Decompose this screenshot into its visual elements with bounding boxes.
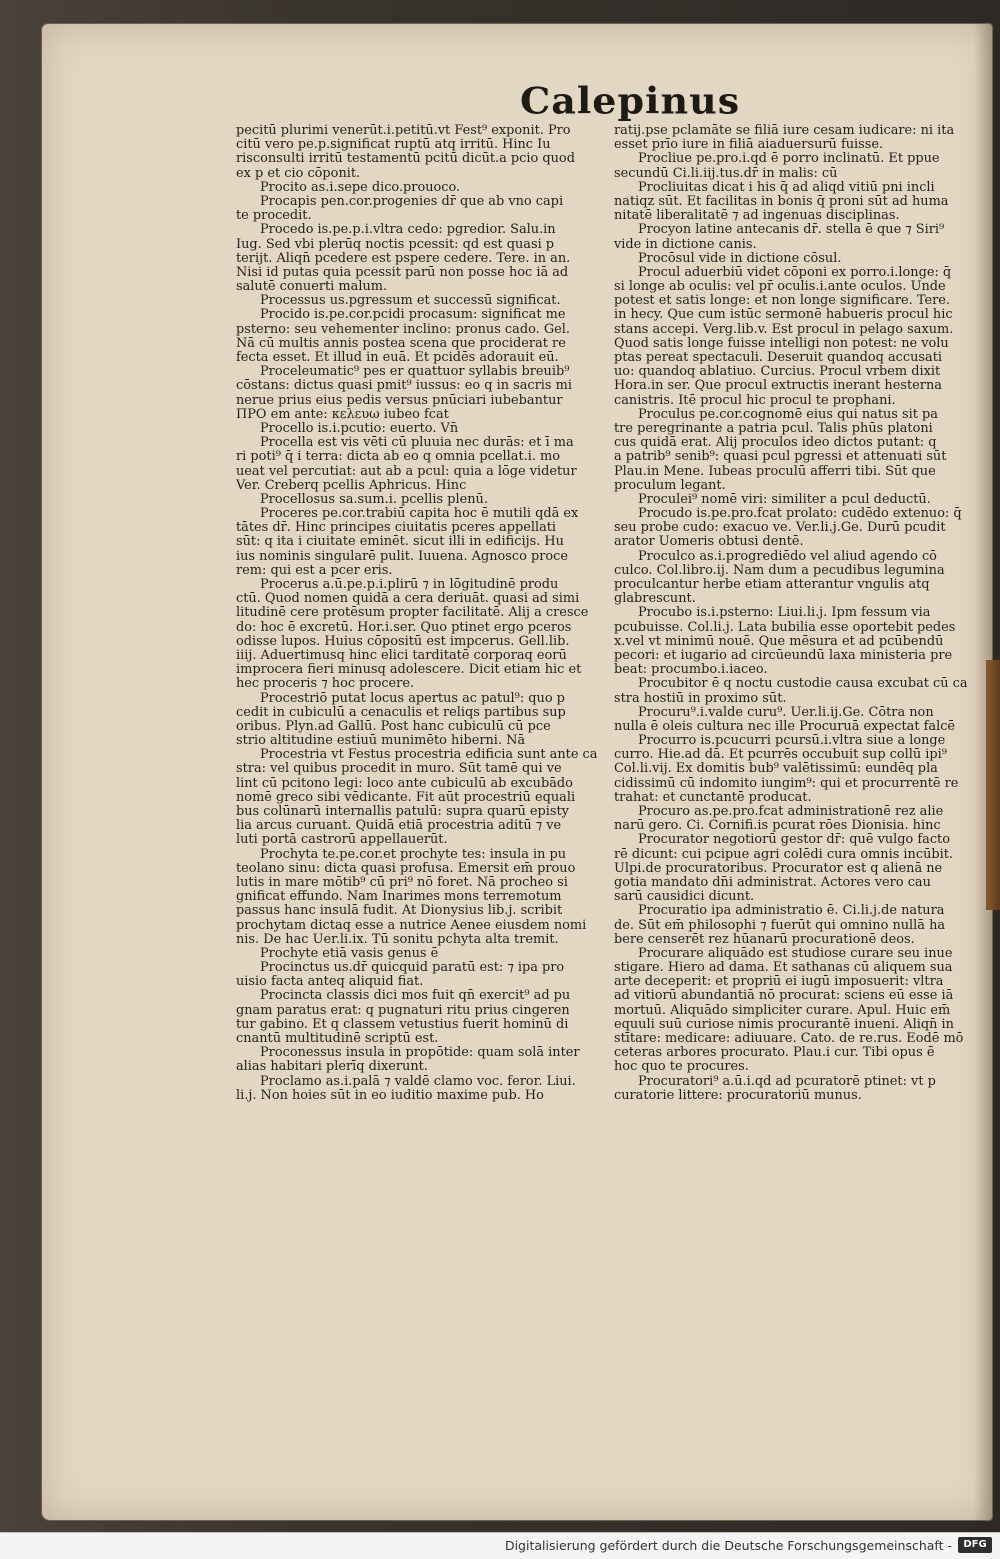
text-line: ratij.pse pclamāte se filiā iure cesam iudicare: ni ita <box>614 124 955 138</box>
text-line: Ulpi.de procuratoribus. Procurator est q alienā ne <box>614 861 943 876</box>
text-line: litudinē cere protēsum propter facilitatē. Alij a cresce <box>236 606 589 621</box>
text-line: Plau.in Mene. Iubeas proculū afferri tibi. Sūt que <box>614 464 936 479</box>
text-line: arator Uomeris obtusi dentē. <box>614 535 804 550</box>
text-line: Procuro as.pe.pro.fcat administrationē rez alie <box>638 805 944 819</box>
text-line: culco. Col.libro.ij. Nam dum a pecudibus legumina <box>614 563 945 578</box>
text-line: ctū. Quod nomen quidā a cera deriuāt. quasi ad simi <box>236 592 580 607</box>
text-line: Procedo is.pe.p.i.vltra cedo: pgredior. Salu.in <box>260 223 556 238</box>
text-line: Procuratio ipa administratio ē. Ci.li.j.de natura <box>638 904 945 919</box>
text-line: Procerus a.ū.pe.p.i.plirū ⁊ in lōgitudinē produ <box>260 578 559 592</box>
text-line: cidissimū cū indomito iungim⁹: qui et procurrentē re <box>614 776 959 791</box>
running-head: Calepinus <box>520 79 741 122</box>
text-line: tātes dr̄. Hinc principes ciuitatis pceres appellati <box>236 521 557 536</box>
text-line: gnam paratus erat: q pugnaturi ritu prius cingeren <box>236 1003 570 1018</box>
text-line: curatorie littere: procuratoriū munus. <box>614 1088 862 1103</box>
text-line: te procedit. <box>236 209 312 224</box>
text-line: Iug. Sed vbi plerūq noctis pcessit: qd̄ est quasi p <box>236 237 555 252</box>
text-line: ceteras arbores procurato. Plau.i cur. Tibi opus ē <box>614 1046 935 1061</box>
text-line: Procubitor ē q noctu custodie causa excubat cū ca <box>638 677 968 692</box>
text-line: ΠΡΟ em ante: κελευω iubeo fcat <box>236 407 449 422</box>
text-line: tre peregrinante a patria pcul. Talis phūs platoni <box>614 421 933 436</box>
text-line: gnificat effundo. Nam Inarimes mons terremotum <box>236 890 562 905</box>
text-line: Procido is.pe.cor.pcidi procasum: significat me <box>260 308 566 323</box>
text-line: do: hoc ē excretū. Hor.i.ser. Quo ptinet ergo pceros <box>236 620 572 635</box>
text-line: trahat: et cunctantē producat. <box>614 790 812 805</box>
text-line: lia arcus curuant. Quidā etiā procestria aditū ⁊ ve <box>236 819 562 834</box>
text-line: Proconessus insula in propōtide: quam solā inter <box>260 1046 580 1061</box>
left-text-column <box>236 124 598 1103</box>
text-line: beat: procumbo.i.iaceo. <box>614 663 768 678</box>
text-line: a patrib⁹ senib⁹: quasi pcul pgressi et attenuati sūt <box>614 450 947 465</box>
text-line: Proculco as.i.progrediēdo vel aliud agendo cō <box>638 549 937 564</box>
text-line: vide in dictione canis. <box>614 237 757 252</box>
text-line: natiqz sūt. Et facilitas in bonis q̄ proni sūt ad huma <box>614 194 949 209</box>
text-line: pecori: et iugario ad circūeundū laxa ministeria pre <box>614 648 953 663</box>
text-line: mortuū. Aliquādo simpliciter curare. Apul. Huic em̄ <box>614 1003 951 1018</box>
text-line: prochytam dictaq esse a nutrice Aenee eiusdem nomi <box>236 918 587 933</box>
text-line: Procul aduerbiū videt cōponi ex porro.i.longe: q̄ <box>638 265 952 280</box>
text-line: Procuratori⁹ a.ū.i.qd̄ ad pcuratorē ptinet: vt p <box>638 1074 936 1089</box>
text-line: Procliuitas dicat i his q̄ ad aliqd̄ vitiū pni incli <box>638 180 935 195</box>
text-line: alias habitari plerīq dixerunt. <box>236 1060 428 1075</box>
text-line: gotia mandato dn̄i administrat. Actores vero cau <box>614 875 931 890</box>
text-line: si longe ab oculis: vel pr̄ oculis.i.ante oculos. Unde <box>614 280 946 295</box>
text-line: Procestria vt Festus procestria edificia sunt ante ca <box>260 748 598 763</box>
text-line: lutis in mare mōtib⁹ cū pri⁹ nō foret. Nā procheo si <box>236 875 568 890</box>
text-line: iiij. Aduertimusq hinc elici tarditatē corporaq eorū <box>236 648 567 663</box>
text-line: seu probe cudo: exacuo ve. Ver.li.j.Ge. Durū pcudit <box>614 521 946 536</box>
text-line: Procincta classis dici mos fuit qn̄ exercit⁹ ad pu <box>260 989 571 1004</box>
text-line: Prochyta te.pe.cor.et prochyte tes: insula in pu <box>260 847 567 862</box>
text-line: bere censerēt rez hūanarū procurationē deos. <box>614 932 915 947</box>
text-line: improcera fieri minusq adolescere. Dicit etiam hic et <box>236 663 582 678</box>
text-line: stītare: medicare: adiuuare. Cato. de re.rus. Eodē mō <box>614 1032 964 1046</box>
text-line: lint cū pcitono legi: loco ante cubiculū ab excubādo <box>236 776 573 791</box>
text-line: risconsulti irritū testamentū pcitū dicūt.a pcio quod <box>236 152 575 167</box>
text-line: Proclamo as.i.palā ⁊ valdē clamo voc. feror. Liui. <box>260 1074 576 1089</box>
text-line: cōstans: dictus quasi pmit⁹ iussus: eo q in sacris mi <box>236 379 572 394</box>
text-line: bus colūnarū internallis patulū: supra quarū episty <box>236 805 569 819</box>
text-line: Procito as.i.sepe dico.prouoco. <box>260 180 461 195</box>
text-line: Proceleumatic⁹ pes er quattuor syllabis breuib⁹ <box>260 365 570 380</box>
text-line: nerue prius eius pedis versus pnūciari iubebantur <box>236 393 563 408</box>
text-line: ex p et cio cōponit. <box>236 166 361 181</box>
text-line: rem: qui est a pcer eris. <box>236 563 393 578</box>
text-line: pcubuisse. Col.li.j. Lata bubilia esse oportebit pedes <box>614 620 956 635</box>
text-line: Quod satis longe fuisse intelligi non potest: ne volu <box>614 336 949 351</box>
text-line: nulla ē oleis cultura nec ille Procuruā expectat falcē <box>614 719 956 734</box>
text-line: arte deceperit: et propriū ei iugū imposuerit: vltra <box>614 975 944 990</box>
text-line: sarū causidici dicunt. <box>614 890 755 905</box>
text-line: sūt: q ita i ciuitate eminēt. sicut illi in edificijs. Hu <box>236 535 564 550</box>
right-text-column <box>614 124 986 1103</box>
page-edge <box>986 660 1000 910</box>
text-line: Procuru⁹.i.valde curu⁹. Uer.li.ij.Ge. Cōtra non <box>638 705 934 720</box>
text-line: tur gabino. Et q classem vetustius fuerit hominū di <box>236 1017 569 1032</box>
text-line: Procapis pen.cor.progenies dr̄ que ab vno capi <box>260 194 564 209</box>
text-line: de. Sūt em̄ philosophi ⁊ fuerūt qui omnino nullā ha <box>614 918 946 933</box>
text-line: citū vero pe.p.significat ruptū atq irritū. Hinc Iu <box>236 138 551 153</box>
text-line: proculum legant. <box>614 478 726 493</box>
text-line: hoc quo te procures. <box>614 1060 749 1075</box>
text-line: hec proceris ⁊ hoc procere. <box>236 677 415 692</box>
text-line: odisse lupos. Huius cōpositū est impcerus. Gell.lib. <box>236 634 570 649</box>
text-line: strio altitudine estiuū munimēto hiberni. Nā <box>236 734 526 749</box>
text-line: passus hanc insulā fudit. At Dionysius lib.j. scribit <box>236 904 563 919</box>
text-line: Procliue pe.pro.i.qd̄ ē porro inclinatū. Et ppue <box>638 152 940 167</box>
text-line: Hora.in ser. Que procul extructis inerant hesterna <box>614 379 942 394</box>
text-line: Proculei⁹ nomē viri: similiter a pcul deductū. <box>638 492 931 507</box>
text-line: Processus us.pgressum et successū significat. <box>260 294 561 309</box>
text-line: luti portā castrorū appellauerūt. <box>236 833 448 848</box>
text-line: Procurare aliquādo est studiose curare seu inue <box>638 946 953 961</box>
text-line: Procello is.i.pcutio: euerto. Vn̄ <box>260 421 459 436</box>
text-line: Procubo is.i.psterno: Liui.li.j. Ipm fessum via <box>638 606 931 621</box>
text-line: ptas pereat spectaculi. Deseruit quandoq accusati <box>614 351 943 365</box>
text-line: esset prīo iure in filiā aiaduersurū fuisse. <box>614 138 884 153</box>
text-line: Procyon latine antecanis dr̄. stella ē que ⁊ Siri⁹ <box>638 223 945 238</box>
text-line: fecta esset. Et illud in euā. Et pcidēs adorauit eū. <box>236 351 559 365</box>
text-line: nitatē liberalitatē ⁊ ad ingenuas disciplinas. <box>614 209 900 224</box>
text-line: Procestriō putat locus apertus ac patul⁹: quo p <box>260 691 565 706</box>
text-line: ius nominis singularē pulit. Iuuena. Agnosco proce <box>236 549 568 564</box>
text-line: li.j. Non hoies sūt in eo iuditio maxime pub. Ho <box>236 1088 544 1103</box>
text-line: Procudo is.pe.pro.fcat prolato: cudēdo extenuo: q̄ <box>638 507 962 522</box>
text-line: x.vel vt minimū nouē. Que mēsura et ad pcūbendū <box>614 634 944 649</box>
text-line: equuli suū curiose nimis procurantē inueni. Aliqn̄ in <box>614 1017 954 1032</box>
text-line: cnantū multitudinē scriptū est. <box>236 1032 439 1046</box>
text-line: canistris. Itē procul hic procul te prophani. <box>614 393 896 408</box>
text-line: Procurro is.pcucurri pcursū.i.vltra siue a longe <box>638 734 946 749</box>
text-line: nomē greco sibi vēdicante. Fit aūt procestriū equali <box>236 790 576 805</box>
text-line: psterno: seu vehementer inclino: pronus cado. Gel. <box>236 322 570 337</box>
text-line: Nisi id putas quia pcessit parū non posse hoc iā ad <box>236 265 569 280</box>
text-line: teolano sinu: dicta quasi profusa. Emersit em̄ prouo <box>236 861 576 876</box>
text-line: Procurator negotiorū gestor dr̄: quē vulgo facto <box>638 833 950 848</box>
footer-bar <box>0 1532 1000 1559</box>
text-line: Procinctus us.dr̄ quicquid paratū est: ⁊ ipa pro <box>260 961 565 976</box>
text-line: ri poti⁹ q̄ i terra: dicta ab eo q omnia pcellat.i. mo <box>236 450 561 465</box>
text-line: salutē conuerti malum. <box>236 280 388 295</box>
text-line: Prochyte etiā vasis genus ē <box>260 946 439 961</box>
text-line: stans accepi. Verg.lib.v. Est procul in pelago saxum. <box>614 322 954 337</box>
text-line: ad vitiorū abundantiā nō procurat: sciens eū esse iā <box>614 989 954 1004</box>
text-line: curro. Hie.ad dā. Et pcurrēs occubuit sup collū ipi⁹ <box>614 748 947 763</box>
text-line: potest et satis longe: et non longe significare. Tere. <box>614 294 950 309</box>
text-line: Procellosus sa.sum.i. pcellis plenū. <box>260 492 488 507</box>
text-line: narū gero. Ci. Cornifi.is pcurat rōes Dionisia. hinc <box>614 819 941 834</box>
text-line: Col.li.vij. Ex domitis bub⁹ valētissimū: eundēq pla <box>614 762 938 777</box>
text-line: Proculus pe.cor.cognomē eius qui natus sit pa <box>638 407 938 422</box>
text-line: glabrescunt. <box>614 592 696 607</box>
text-line: proculcantur herbe etiam atterantur vngulis atq <box>614 578 930 592</box>
text-line: stigare. Hiero ad dama. Et sathanas cū aliquem sua <box>614 961 953 976</box>
text-line: secundū Ci.li.iij.tus.dr̄ in malis: cū <box>614 166 838 181</box>
text-line: uo: quandoq ablatiuo. Curcius. Procul vrbem dixit <box>614 365 941 380</box>
text-line: oribus. Plyn.ad Gallū. Post hanc cubiculū cū pce <box>236 719 551 734</box>
text-line: stra: vel quibus procedit in muro. Sūt tamē qui ve <box>236 762 562 777</box>
text-line: rē dicunt: cui pcipue agri colēdi cura omnis incūbit. <box>614 847 954 862</box>
text-line: nis. De hac Uer.li.ix. Tū sonitu pchyta alta tremit. <box>236 932 559 947</box>
text-line: cedit in cubiculū a cenaculis et reliqs partibus sup <box>236 705 566 720</box>
dfg-logo: DFG <box>958 1537 992 1553</box>
text-line: stra hostiū in proximo sūt. <box>614 691 787 706</box>
text-line: Proceres pe.cor.trabiū capita hoc ē mutili qdā ex <box>260 507 579 522</box>
text-line: Procella est vis vēti cū pluuia nec durās: et ī ma <box>260 436 574 451</box>
text-line: terijt. Aliqn̄ pcedere est pspere cedere. Tere. in an. <box>236 251 571 266</box>
text-line: in hecy. Que cum istūc sermonē habueris procul hic <box>614 308 953 323</box>
text-line: Ver. Creberq pcellis Aphricus. Hinc <box>236 478 467 493</box>
text-line: ueat vel percutiat: aut ab a pcul: quia a lōge videtur <box>236 464 577 479</box>
funding-credit: Digitalisierung gefördert durch die Deutsche Forschungsgemeinschaft - <box>504 1538 952 1553</box>
text-line: Procōsul vide in dictione cōsul. <box>638 251 842 266</box>
text-line: pecitū plurimi venerūt.i.petitū.vt Fest⁹ exponit. Pro <box>236 124 571 138</box>
text-line: cus quidā erat. Alij proculos ideo dictos putant: q <box>614 436 937 451</box>
text-line: uisio facta anteq aliquid fiat. <box>236 975 424 990</box>
text-line: Nā cū multis annis postea scena que prociderat re <box>236 336 566 351</box>
